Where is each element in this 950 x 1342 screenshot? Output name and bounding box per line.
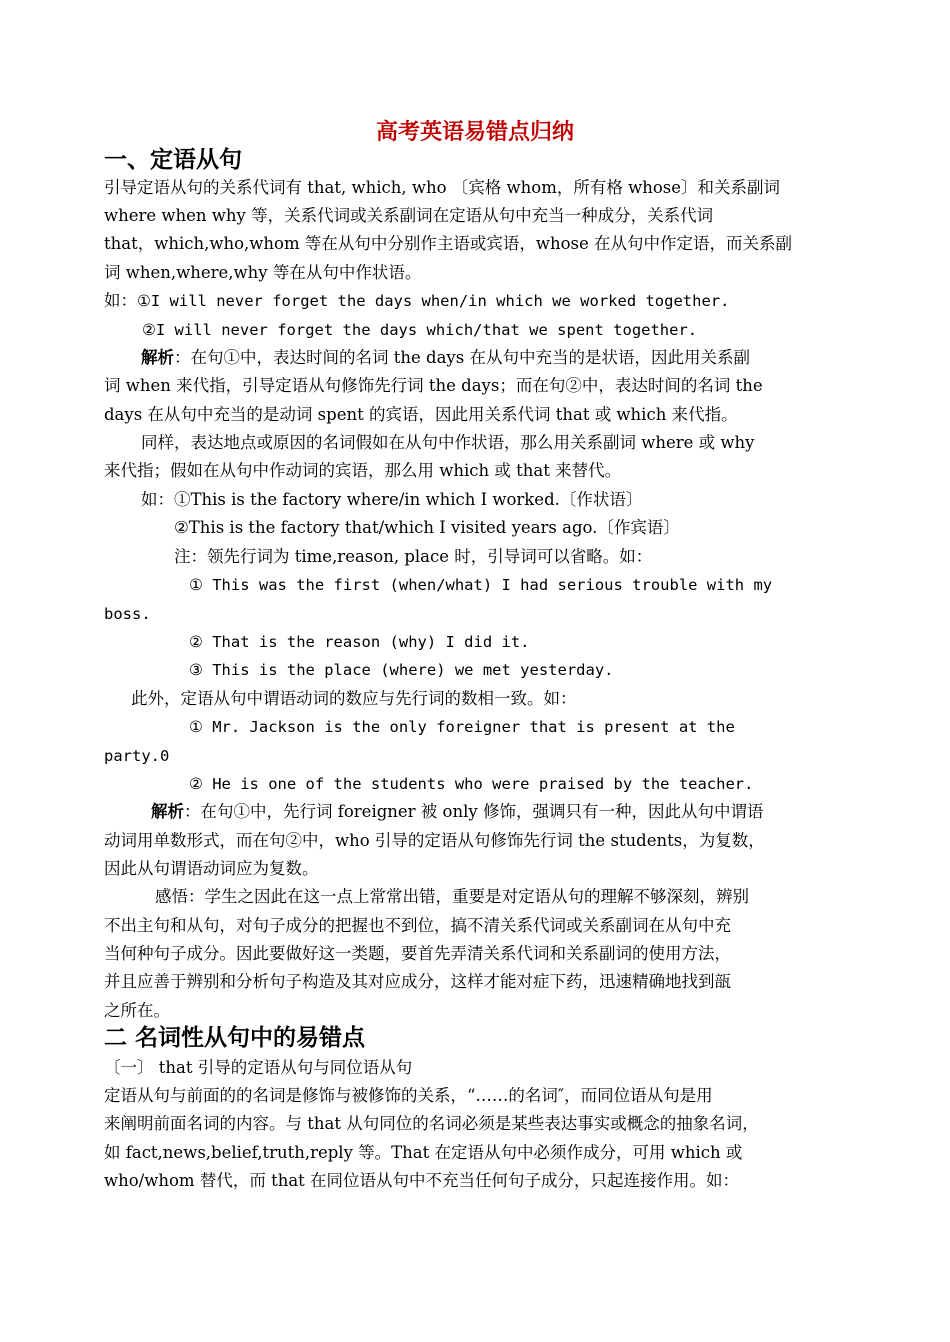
paragraph-line: 感悟：学生之因此在这一点上常常出错，重要是对定语从句的理解不够深刻，辨别: [155, 887, 749, 906]
paragraph-line: 同样，表达地点或原因的名词假如在从句中作状语，那么用关系副词 where 或 why: [141, 433, 755, 452]
analysis-label: 解析: [151, 802, 184, 821]
note-example: ② That is the reason (why) I did it.: [189, 633, 530, 651]
paragraph-line: 之所在。: [104, 1001, 170, 1020]
analysis-line: [151, 801, 763, 823]
example-sentence: ①I will never forget the days when/in which we worked together.: [137, 292, 730, 310]
document-title: 高考英语易错点归纳: [375, 120, 574, 145]
example-line: [104, 290, 729, 312]
analysis-label: 解析: [141, 348, 174, 367]
analysis-line: days 在从句中充当的是动词 spent 的宾语，因此用关系代词 that 或 which 来代指。: [104, 405, 738, 424]
analysis-line: 词 when 来代指，引导定语从句修饰先行词 the days；而在句②中，表达时间的名词 the: [104, 376, 763, 395]
example-sentence: ②I will never forget the days which/that we spent together.: [142, 321, 698, 339]
note-example: ① This was the first (when/what) I had serious trouble with my: [189, 576, 773, 594]
analysis-line: 动词用单数形式，而在句②中，who 引导的定语从句修饰先行词 the students，为复数，: [104, 831, 765, 850]
analysis-line: [141, 347, 750, 369]
paragraph-line: 如 fact,news,belief,truth,reply 等。That 在定语从句中必须作成分，可用 which 或: [104, 1143, 743, 1162]
note-example: ③ This is the place (where) we met yesterday.: [189, 661, 614, 679]
paragraph-line: 此外，定语从句中谓语动词的数应与先行词的数相一致。如：: [131, 689, 577, 708]
paragraph-line: 当何种句子成分。因此要做好这一类题，要首先弄清关系代词和关系副词的使用方法，: [104, 944, 731, 963]
example-sentence: party.0: [104, 747, 170, 765]
paragraph-line: 引导定语从句的关系代词有 that, which, who 〔宾格 whom，所有格 whose〕和关系副词: [104, 178, 781, 197]
example-sentence: ① Mr. Jackson is the only foreigner that is present at the: [189, 718, 735, 736]
paragraph-line: 来代指；假如在从句中作动词的宾语，那么用 which 或 that 来替代。: [104, 461, 622, 480]
paragraph-line: 词 when,where,why 等在从句中作状语。: [104, 263, 422, 282]
paragraph-line: 来阐明前面名词的内容。与 that 从句同位的名词必须是某些表达事实或概念的抽象名词，: [104, 1114, 759, 1133]
paragraph-line: that，which,who,whom 等在从句中分别作主语或宾语，whose 在从句中作定语，而关系副: [104, 234, 793, 253]
section-heading-1: 一、定语从句: [104, 147, 242, 173]
analysis-text: ：在句①中，先行词 foreigner 被 only 修饰，强调只有一种，因此从句中谓语: [184, 802, 764, 821]
paragraph-line: who/whom 替代，而 that 在同位语从句中不充当任何句子成分，只起连接作用。如：: [104, 1171, 740, 1190]
paragraph-line: where when why 等，关系代词或关系副词在定语从句中充当一种成分，关系代词: [104, 206, 714, 225]
note-example: boss.: [104, 605, 151, 623]
example-sentence: 如：①This is the factory where/in which I worked.〔作状语〕: [141, 490, 643, 509]
analysis-text: ：在句①中，表达时间的名词 the days 在从句中充当的是状语，因此用关系副: [174, 348, 750, 367]
section-heading-2: 二 名词性从句中的易错点: [104, 1025, 366, 1051]
paragraph-line: 不出主句和从句，对句子成分的把握也不到位，搞不清关系代词或关系副词在从句中充: [104, 916, 731, 935]
paragraph-line: 定语从句与前面的的名词是修饰与被修饰的关系，“……的名词″，而同位语从句是用: [104, 1086, 713, 1105]
note-line: 注：领先行词为 time,reason, place 时，引导词可以省略。如：: [174, 547, 653, 566]
analysis-line: 因此从句谓语动词应为复数。: [104, 859, 319, 878]
paragraph-line: 并且应善于辨别和分析句子构造及其对应成分，这样才能对症下药，迅速精确地找到瓿: [104, 972, 731, 991]
example-prefix: 如：: [104, 291, 137, 310]
example-sentence: ② He is one of the students who were praised by the teacher.: [189, 775, 754, 793]
example-sentence: ②This is the factory that/which I visited years ago.〔作宾语〕: [174, 518, 680, 537]
subsection-heading: 〔一〕 that 引导的定语从句与同位语从句: [104, 1058, 413, 1077]
